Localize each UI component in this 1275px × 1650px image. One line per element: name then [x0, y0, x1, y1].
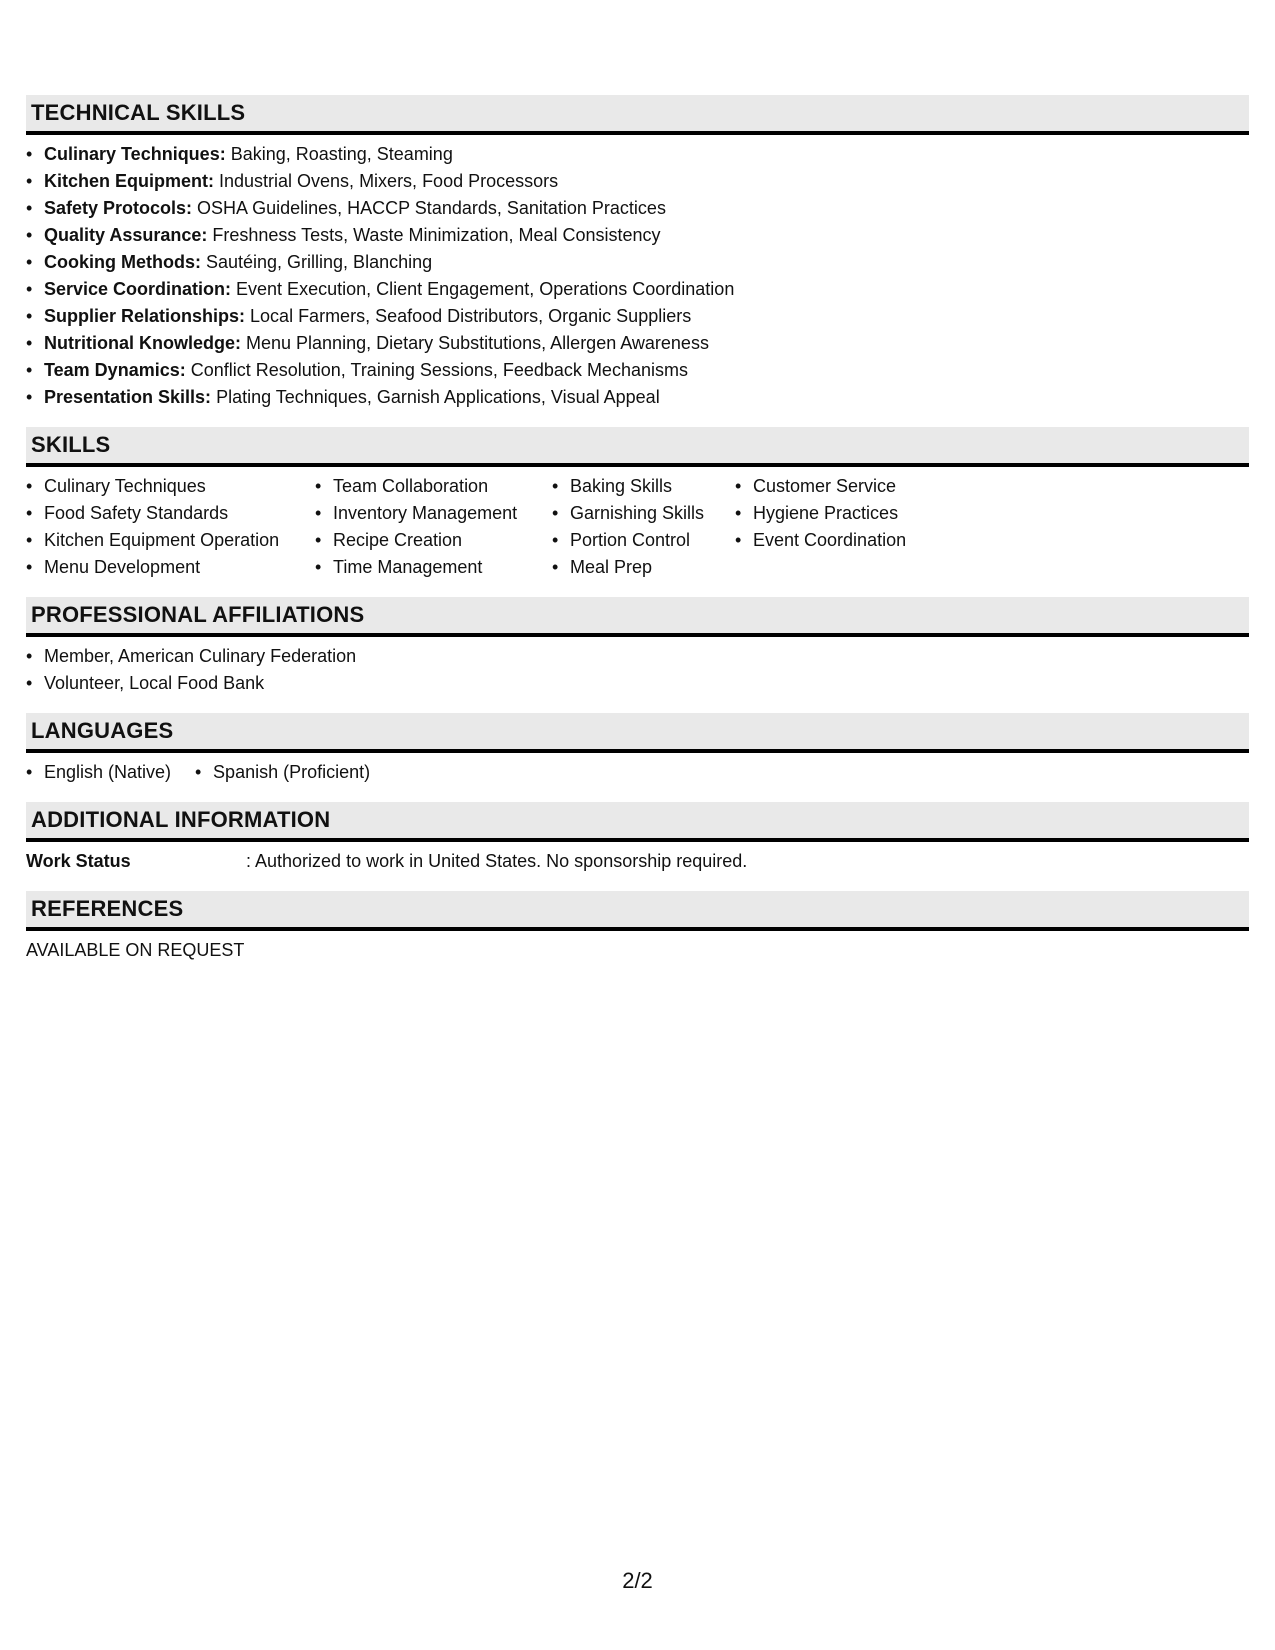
- skill-item: • Recipe Creation: [315, 527, 552, 554]
- skill-item: • Event Coordination: [735, 527, 955, 554]
- skill-item: • Inventory Management: [315, 500, 552, 527]
- skills-column-4: [735, 473, 955, 581]
- technical-skill-item: [26, 330, 1249, 357]
- skills-section: [26, 427, 1249, 581]
- references-text: AVAILABLE ON REQUEST: [26, 940, 245, 960]
- affiliations-list: [26, 643, 1249, 697]
- additional-info-title: ADDITIONAL INFORMATION: [31, 807, 331, 832]
- skill-item: • Portion Control: [552, 527, 735, 554]
- skill-item: • Baking Skills: [552, 473, 735, 500]
- references-header: [26, 891, 1249, 931]
- technical-skill-item: [26, 168, 1249, 195]
- references-title: REFERENCES: [31, 896, 184, 921]
- skill-item: • Kitchen Equipment Operation: [26, 527, 315, 554]
- technical-skills-title: TECHNICAL SKILLS: [31, 100, 246, 125]
- language-item: • English (Native): [26, 759, 171, 786]
- skill-item: • Meal Prep: [552, 554, 735, 581]
- skill-item: • Time Management: [315, 554, 552, 581]
- technical-skill-item: [26, 222, 1249, 249]
- languages-title: LANGUAGES: [31, 718, 174, 743]
- technical-skill-value: OSHA Guidelines, HACCP Standards, Sanitation Practices: [192, 198, 666, 218]
- skill-item: • Hygiene Practices: [735, 500, 955, 527]
- technical-skills-header: [26, 95, 1249, 135]
- technical-skill-label: Team Dynamics:: [44, 360, 186, 380]
- technical-skill-value: Industrial Ovens, Mixers, Food Processors: [214, 171, 559, 191]
- technical-skill-value: Local Farmers, Seafood Distributors, Organic Suppliers: [245, 306, 692, 326]
- technical-skill-label: Quality Assurance:: [44, 225, 208, 245]
- technical-skill-value: Baking, Roasting, Steaming: [225, 144, 453, 164]
- technical-skill-label: Nutritional Knowledge:: [44, 333, 241, 353]
- technical-skill-label: Presentation Skills:: [44, 387, 212, 407]
- skills-column-2: [315, 473, 552, 581]
- technical-skill-label: Safety Protocols:: [44, 198, 193, 218]
- technical-skill-item: [26, 195, 1249, 222]
- skill-item: • Menu Development: [26, 554, 315, 581]
- additional-info-header: [26, 802, 1249, 842]
- skills-header: [26, 427, 1249, 467]
- references-section: [26, 891, 1249, 964]
- affiliation-item: • Member, American Culinary Federation: [26, 643, 1249, 670]
- page-number: 2/2: [622, 1568, 653, 1593]
- technical-skill-label: Supplier Relationships:: [44, 306, 246, 326]
- languages-list-2: [195, 759, 394, 786]
- technical-skills-section: [26, 95, 1249, 411]
- skill-item: • Food Safety Standards: [26, 500, 315, 527]
- skill-item: • Customer Service: [735, 473, 955, 500]
- resume-page-content: [26, 95, 1249, 980]
- skills-column-1: [26, 473, 315, 581]
- affiliations-title: PROFESSIONAL AFFILIATIONS: [31, 602, 365, 627]
- technical-skill-label: Culinary Techniques:: [44, 144, 226, 164]
- technical-skill-item: [26, 357, 1249, 384]
- technical-skill-label: Service Coordination:: [44, 279, 232, 299]
- skill-item: • Garnishing Skills: [552, 500, 735, 527]
- skills-column-3: [552, 473, 735, 581]
- technical-skill-label: Kitchen Equipment:: [44, 171, 214, 191]
- languages-row: [26, 759, 1249, 786]
- skills-grid: [26, 473, 1249, 581]
- technical-skill-value: Freshness Tests, Waste Minimization, Meal Consistency: [207, 225, 661, 245]
- affiliations-header: [26, 597, 1249, 637]
- technical-skill-item: [26, 303, 1249, 330]
- languages-section: [26, 713, 1249, 786]
- technical-skill-item: [26, 141, 1249, 168]
- technical-skill-value: Conflict Resolution, Training Sessions, Feedback Mechanisms: [185, 360, 688, 380]
- language-item: • Spanish (Proficient): [195, 759, 370, 786]
- technical-skill-item: [26, 384, 1249, 411]
- affiliations-section: [26, 597, 1249, 697]
- affiliation-item: • Volunteer, Local Food Bank: [26, 670, 1249, 697]
- technical-skill-item: [26, 249, 1249, 276]
- technical-skill-label: Cooking Methods:: [44, 252, 201, 272]
- technical-skill-value: Menu Planning, Dietary Substitutions, Allergen Awareness: [241, 333, 709, 353]
- technical-skill-value: Event Execution, Client Engagement, Operations Coordination: [231, 279, 735, 299]
- languages-list-1: [26, 759, 195, 786]
- work-status-label: Work Status: [26, 851, 131, 871]
- work-status-value: : Authorized to work in United States. No sponsorship required.: [246, 851, 748, 871]
- skills-title: SKILLS: [31, 432, 111, 457]
- skill-item: • Team Collaboration: [315, 473, 552, 500]
- technical-skill-item: [26, 276, 1249, 303]
- technical-skills-list: [26, 141, 1249, 411]
- technical-skill-value: Sautéing, Grilling, Blanching: [200, 252, 433, 272]
- additional-info-section: [26, 802, 1249, 875]
- technical-skill-value: Plating Techniques, Garnish Applications, Visual Appeal: [211, 387, 660, 407]
- skill-item: • Culinary Techniques: [26, 473, 315, 500]
- languages-header: [26, 713, 1249, 753]
- work-status-row: [26, 848, 1249, 875]
